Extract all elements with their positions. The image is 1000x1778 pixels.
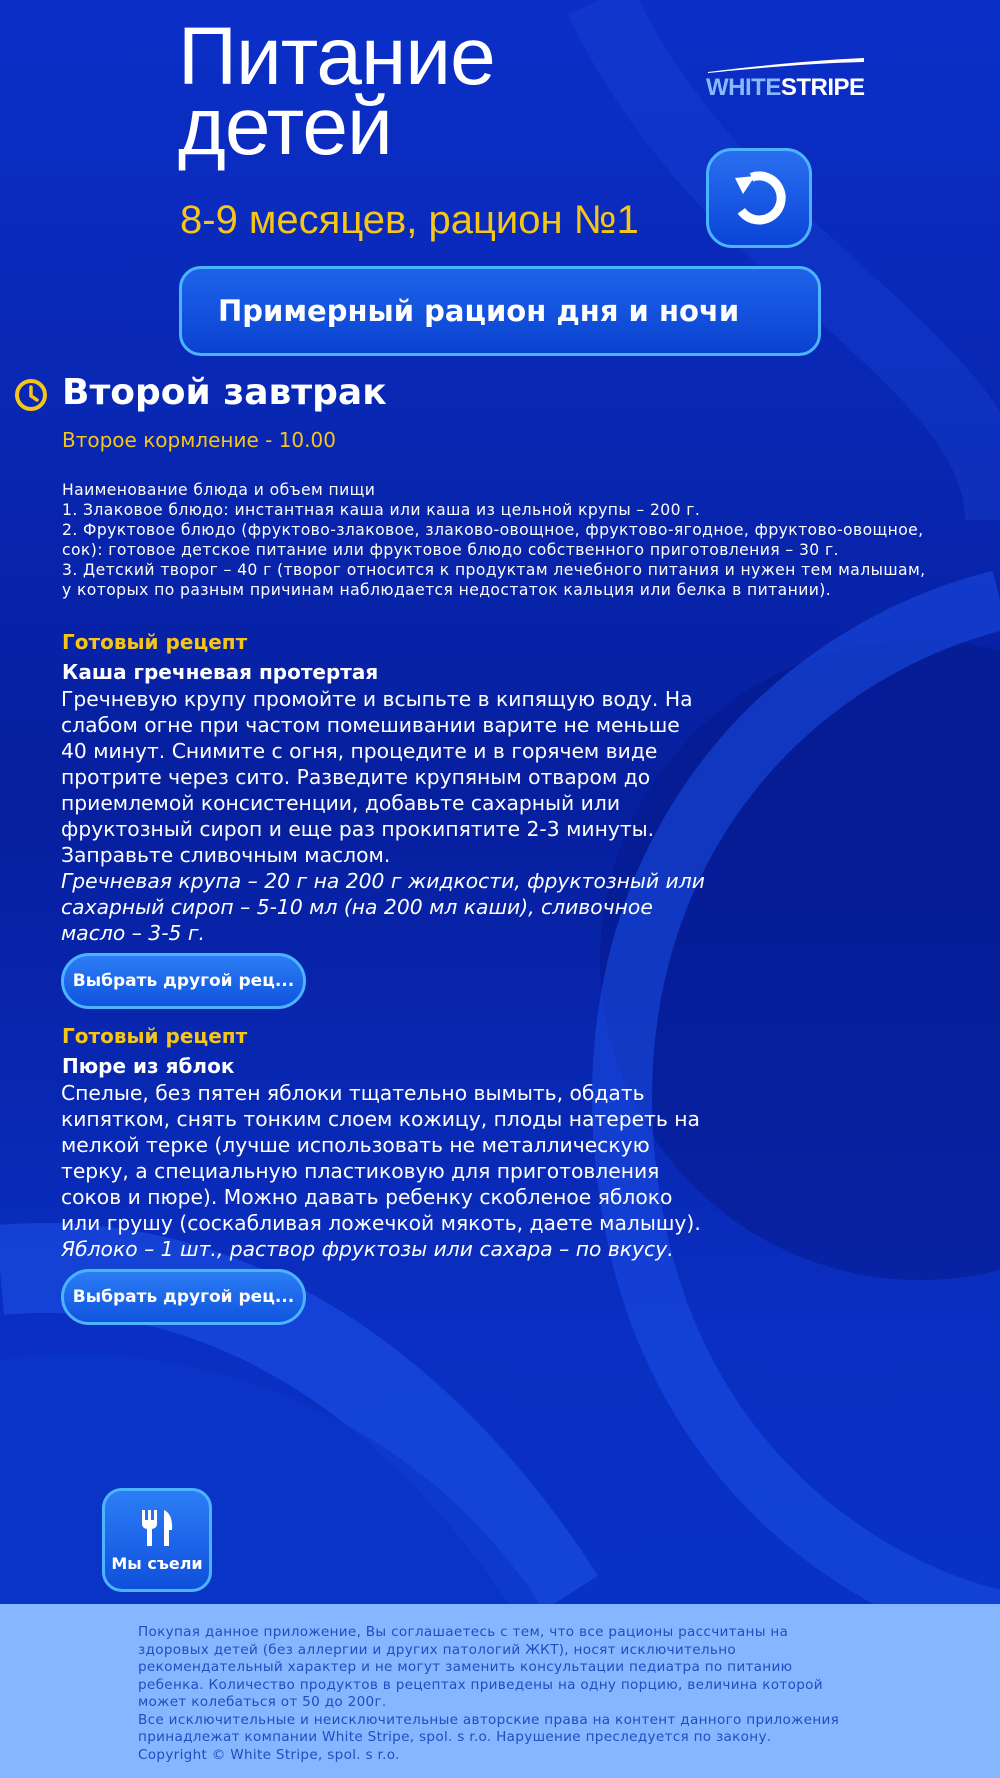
recipe-name: Пюре из яблок: [62, 1054, 235, 1078]
logo-text: [706, 74, 865, 102]
choose-other-recipe-button[interactable]: Выбрать другой рец...: [61, 953, 306, 1009]
disclaimer-line: здоровых детей (без аллергии и других патологий ЖКТ), носят исключительно: [138, 1641, 737, 1658]
recipe-line: терку, а специальную пластиковую для приготовления: [61, 1159, 660, 1183]
disclaimer-line: принадлежат компании White Stripe, spol. s r.o. Нарушение преследуется по закону.: [138, 1729, 772, 1745]
page-subtitle: 8-9 месяцев, рацион №1: [180, 198, 639, 242]
recipe-ingredients-line: Яблоко – 1 шт., раствор фруктозы или сахара – по вкусу.: [61, 1237, 674, 1261]
recipe-line: Заправьте сливочным маслом.: [61, 843, 391, 867]
menu-line: 2. Фруктовое блюдо (фруктово-злаковое, злаково-овощное, фруктово-ягодное, фруктово-овощное,: [62, 521, 924, 539]
recipe-line: Спелые, без пятен яблоки тщательно вымыть, обдать: [61, 1081, 645, 1105]
menu-line: сок): готовое детское питание или фруктовое блюдо собственного приготовления – 30 г.: [62, 541, 839, 559]
recipe-line: Гречневую крупу промойте и всыпьте в кипящую воду. На: [61, 687, 693, 711]
recipe-label: Готовый рецепт: [62, 1024, 248, 1048]
meal-menu: [62, 480, 962, 600]
disclaimer-line: рекомендательный характер и не могут заменить консультации педиатра по питанию: [138, 1659, 793, 1675]
recipe-name: Каша гречневая протертая: [62, 660, 379, 684]
we-ate-label: Мы съели: [111, 1553, 203, 1573]
whitestripe-logo: [706, 56, 866, 102]
meal-time: Второе кормление - 10.00: [62, 428, 336, 452]
menu-line: 3. Детский творог – 40 г (творог относится к продуктам лечебного питания и нужен тем малышам,: [62, 561, 926, 579]
disclaimer-line: может колебаться от 50 до 200г.: [138, 1694, 387, 1710]
recipe-label: Готовый рецепт: [62, 630, 248, 654]
recipe-ingredients-line: сахарный сироп – 5-10 мл (на 200 мл каши), сливочное: [61, 895, 653, 919]
app-title-line1: Питание: [178, 11, 495, 102]
back-button[interactable]: [706, 148, 812, 248]
recipe-body: [61, 1080, 701, 1262]
disclaimer-line: Покупая данное приложение, Вы соглашаетесь с тем, что все рационы рассчитаны на: [138, 1624, 789, 1640]
copyright-line: Copyright © White Stripe, spol. s r.o.: [138, 1746, 400, 1763]
recipe-line: фруктозный сироп и еще раз прокипятите 2-3 минуты.: [61, 817, 655, 841]
choose-other-recipe-button[interactable]: Выбрать другой рец...: [61, 1269, 306, 1325]
menu-line: 1. Злаковое блюдо: инстантная каша или каша из цельной крупы – 200 г.: [62, 501, 701, 519]
recipe-line: приемлемой консистенции, добавьте сахарный или: [61, 791, 621, 815]
recipe-line: 40 минут. Снимите с огня, процедите и в горячем виде: [61, 739, 658, 763]
recipe-line: слабом огне при частом помешивании варите не меньше: [61, 713, 680, 737]
menu-line: Наименование блюда и объем пищи: [62, 481, 376, 499]
recipe-body: [61, 686, 705, 946]
recipe-line: соков и пюре). Можно давать ребенку скобленое яблоко: [61, 1185, 673, 1209]
we-ate-button[interactable]: [102, 1488, 212, 1592]
app-title: [178, 11, 598, 172]
meal-title: Второй завтрак: [62, 372, 387, 413]
logo-stripe: STRIPE: [780, 74, 865, 101]
app-title-line2: детей: [178, 81, 392, 172]
disclaimer-footer: [0, 1604, 1000, 1778]
recipe-line: кипятком, снять тонким слоем кожицу, плоды натереть на: [61, 1107, 700, 1131]
undo-arrow-icon: [729, 168, 789, 228]
fork-knife-icon: [138, 1508, 176, 1548]
recipe-line: протрите через сито. Разведите крупяным отваром до: [61, 765, 651, 789]
clock-icon: [14, 378, 48, 412]
recipe-line: мелкой терке (лучше использовать не металлическую: [61, 1133, 650, 1157]
recipe-ingredients-line: масло – 3-5 г.: [61, 921, 205, 945]
disclaimer-text: [138, 1624, 978, 1764]
logo-swoosh-icon: [706, 56, 866, 76]
recipe-line: или грушу (соскабливая ложечкой мякоть, даете малышу).: [61, 1211, 701, 1235]
menu-line: у которых по разным причинам наблюдается недостаток кальция или белка в питании).: [62, 581, 832, 599]
recipe-ingredients-line: Гречневая крупа – 20 г на 200 г жидкости, фруктозный или: [61, 869, 705, 893]
daily-ration-button[interactable]: Примерный рацион дня и ночи: [179, 266, 821, 356]
logo-white: WHITE: [706, 74, 781, 101]
disclaimer-line: Все исключительные и неисключительные авторские права на контент данного приложения: [138, 1711, 840, 1728]
disclaimer-line: ребенка. Количество продуктов в рецептах приведены на одну порцию, величина которой: [138, 1676, 823, 1693]
